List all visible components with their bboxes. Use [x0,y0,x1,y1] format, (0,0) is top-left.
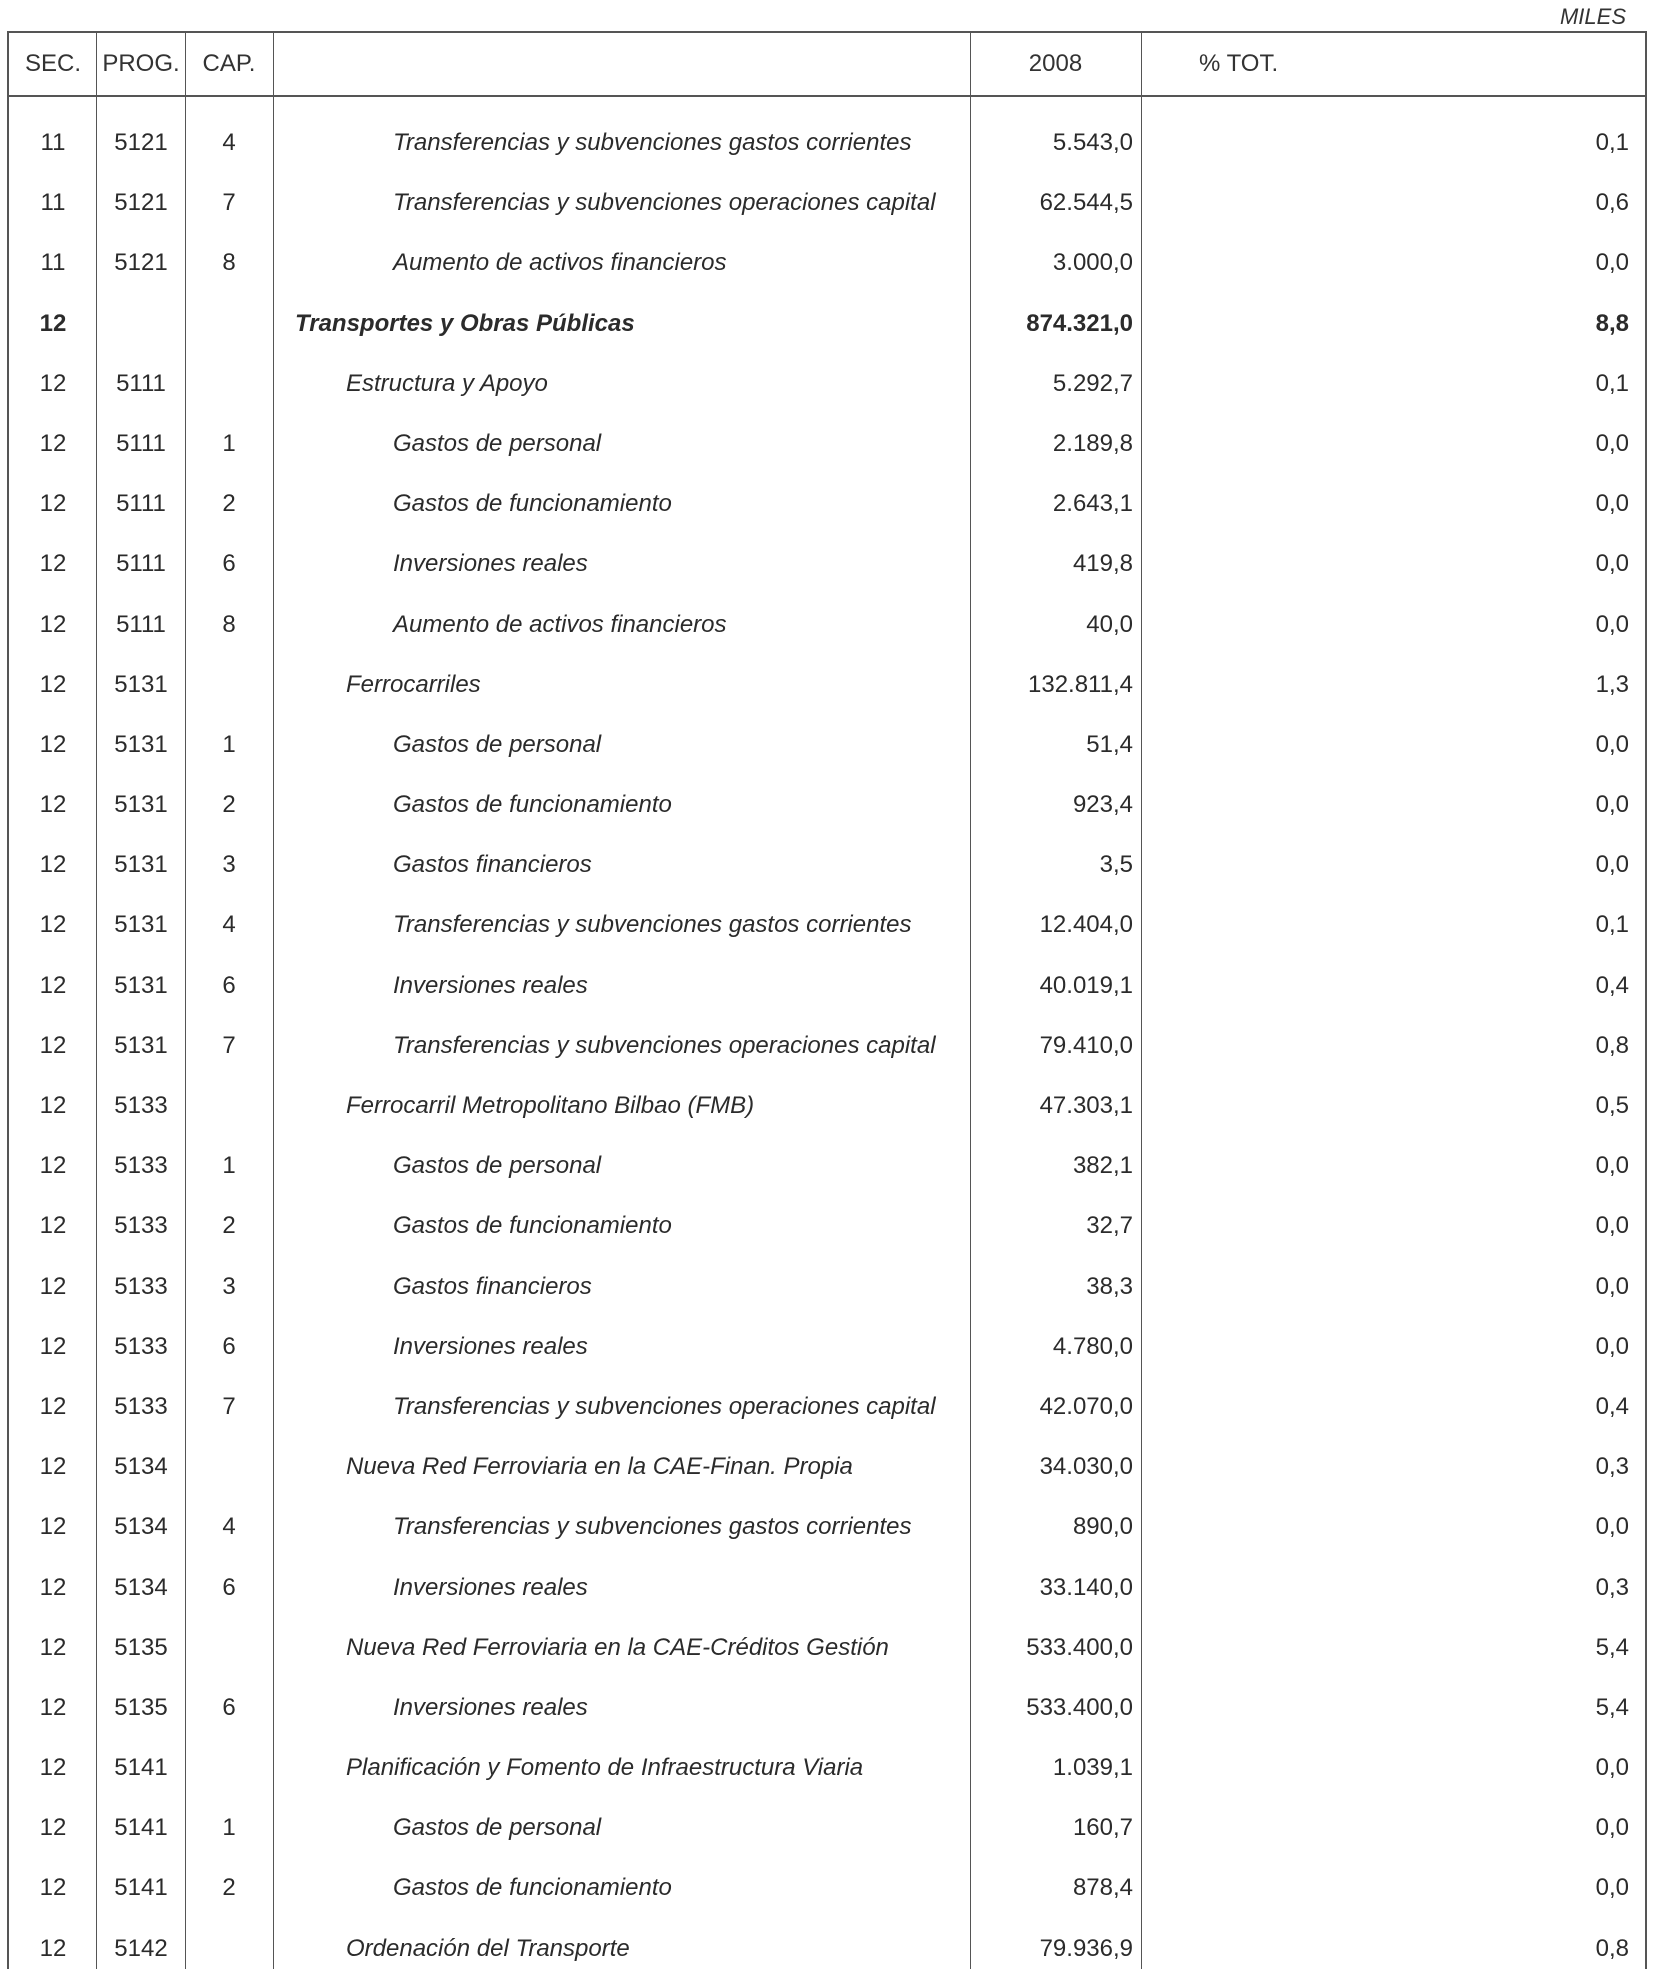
table-row [9,1377,1645,1437]
amount-cell: 160,7 [1072,1814,1133,1842]
amount-cell: 419,8 [1072,550,1133,578]
percent-cell: 0,1 [1595,369,1629,397]
percent-cell: 0,0 [1595,1814,1629,1842]
description-cell: Transferencias y subvenciones gastos corrientes [393,911,912,939]
table-row [9,1136,1645,1196]
cap-cell [185,1437,273,1497]
description-cell: Transportes y Obras Públicas [295,309,635,337]
prog-cell: 5121 [114,129,168,156]
cap-cell: 8 [222,249,236,277]
prog-cell: 5131 [114,730,168,758]
description-cell: Gastos de personal [393,730,602,758]
description-cell: Gastos de personal [393,1814,602,1842]
table-row [9,1437,1645,1497]
amount-cell: 79.410,0 [1039,1031,1133,1059]
amount-cell: 1.039,1 [1052,1754,1133,1782]
prog-cell: 5141 [114,1874,168,1902]
amount-cell: 3,5 [1099,851,1133,879]
prog-cell: 5131 [114,1031,168,1059]
description-cell: Gastos financieros [393,851,592,879]
sec-cell: 12 [39,1754,67,1782]
table-body [9,113,1645,1979]
amount-cell: 47.303,1 [1039,1092,1133,1119]
amount-cell: 79.936,9 [1039,1934,1133,1962]
cap-cell: 6 [222,971,236,999]
prog-cell: 5135 [114,1633,168,1661]
table-row [9,835,1645,895]
table-row [9,655,1645,715]
sec-cell: 12 [39,911,67,939]
amount-cell: 874.321,0 [1026,309,1133,337]
cap-cell: 4 [222,1513,236,1541]
amount-cell: 51,4 [1086,730,1133,758]
table-row [9,1016,1645,1076]
sec-cell: 12 [39,1152,67,1180]
budget-table [7,31,1647,1969]
prog-cell: 5131 [114,851,168,879]
sec-cell: 12 [39,1934,67,1962]
table-row [9,715,1645,775]
table-row [9,956,1645,1016]
prog-cell: 5135 [114,1693,168,1721]
sec-cell: 12 [39,1573,67,1601]
prog-cell: 5111 [116,429,166,457]
percent-cell: 0,0 [1595,1874,1629,1902]
cap-cell: 1 [222,1152,236,1180]
header-sec: SEC. [24,50,81,77]
table-row [9,474,1645,534]
table-row [9,1618,1645,1678]
header-description [273,33,970,95]
sec-cell: 12 [39,429,67,457]
prog-cell: 5133 [114,1212,168,1240]
description-cell: Aumento de activos financieros [393,610,727,638]
description-cell: Gastos de funcionamiento [393,490,672,518]
percent-cell: 0,0 [1595,791,1629,819]
sec-cell: 12 [39,369,67,397]
percent-cell: 0,6 [1595,189,1629,217]
description-cell: Estructura y Apoyo [346,369,548,397]
prog-cell: 5131 [114,670,168,698]
cap-cell: 2 [222,490,236,518]
cap-cell [185,655,273,715]
table-row [9,1497,1645,1557]
sec-cell: 12 [39,791,67,819]
sec-cell: 12 [39,971,67,999]
cap-cell: 1 [222,1814,236,1842]
amount-cell: 12.404,0 [1039,911,1133,939]
sec-cell: 12 [39,670,67,698]
table-row [9,775,1645,835]
table-row [9,534,1645,594]
prog-cell: 5133 [114,1152,168,1180]
amount-cell: 2.643,1 [1052,490,1133,518]
percent-cell: 8,8 [1595,309,1629,337]
sec-cell: 12 [39,490,67,518]
cap-cell: 1 [222,429,236,457]
description-cell: Ordenación del Transporte [346,1934,630,1962]
cap-cell: 2 [222,1212,236,1240]
cap-cell: 6 [222,1332,236,1360]
cap-cell [185,1618,273,1678]
cap-cell: 4 [222,911,236,939]
cap-cell: 2 [222,1874,236,1902]
amount-cell: 923,4 [1072,791,1133,819]
sec-cell: 12 [39,1332,67,1360]
table-row [9,895,1645,955]
cap-cell [185,354,273,414]
amount-cell: 40.019,1 [1039,971,1133,999]
header-divider [9,95,1645,97]
amount-cell: 32,7 [1086,1212,1133,1240]
table-row [9,1919,1645,1979]
prog-cell: 5111 [116,610,166,638]
percent-cell: 0,0 [1595,1754,1629,1782]
cap-cell: 7 [222,1031,236,1059]
description-cell: Gastos de funcionamiento [393,791,672,819]
prog-cell: 5133 [114,1092,168,1119]
amount-cell: 5.543,0 [1052,129,1133,156]
table-row [9,1798,1645,1858]
prog-cell: 5121 [114,249,168,277]
description-cell: Gastos de personal [393,1152,602,1180]
table-row [9,113,1645,173]
description-cell: Transferencias y subvenciones operaciones capital [393,189,936,217]
table-row [9,1076,1645,1136]
sec-cell: 12 [39,550,67,578]
table-row [9,294,1645,354]
amount-cell: 40,0 [1086,610,1133,638]
amount-cell: 132.811,4 [1028,670,1133,698]
percent-cell: 0,0 [1595,1332,1629,1360]
percent-cell: 0,8 [1595,1031,1629,1059]
description-cell: Gastos de funcionamiento [393,1874,672,1902]
cap-cell: 3 [222,851,236,879]
percent-cell: 0,1 [1595,129,1629,156]
cap-cell: 6 [222,1573,236,1601]
amount-cell: 4.780,0 [1052,1332,1133,1360]
cap-cell: 7 [222,1392,236,1420]
description-cell: Nueva Red Ferroviaria en la CAE-Créditos Gestión [346,1633,889,1661]
description-cell: Gastos financieros [393,1272,592,1300]
sec-cell: 12 [39,851,67,879]
table-row [9,1678,1645,1738]
unit-label: MILES [1559,4,1626,29]
amount-cell: 2.189,8 [1052,429,1133,457]
sec-cell: 12 [39,1814,67,1842]
sec-cell: 12 [39,1031,67,1059]
sec-cell: 12 [39,1272,67,1300]
percent-cell: 0,4 [1595,971,1629,999]
sec-cell: 11 [40,249,66,277]
cap-cell: 3 [222,1272,236,1300]
percent-cell: 0,0 [1595,730,1629,758]
description-cell: Transferencias y subvenciones operaciones capital [393,1392,936,1420]
sec-cell: 12 [39,1693,67,1721]
sec-cell: 12 [39,730,67,758]
percent-cell: 0,0 [1595,851,1629,879]
prog-cell: 5111 [116,550,166,578]
cap-cell: 1 [222,730,236,758]
header-year: 2008 [1028,50,1083,77]
description-cell: Inversiones reales [393,1573,588,1601]
table-row [9,1196,1645,1256]
cap-cell: 8 [222,610,236,638]
prog-cell: 5131 [114,791,168,819]
percent-cell: 0,3 [1595,1453,1629,1481]
cap-cell: 4 [222,129,236,156]
percent-cell: 0,0 [1595,249,1629,277]
prog-cell: 5131 [114,971,168,999]
amount-cell: 878,4 [1072,1874,1133,1902]
amount-cell: 533.400,0 [1026,1693,1133,1721]
description-cell: Transferencias y subvenciones gastos corrientes [393,129,912,156]
amount-cell: 33.140,0 [1039,1573,1133,1601]
description-cell: Aumento de activos financieros [393,249,727,277]
prog-cell: 5134 [114,1513,168,1541]
prog-cell: 5111 [116,369,166,397]
amount-cell: 38,3 [1086,1272,1133,1300]
prog-cell: 5131 [114,911,168,939]
header-cap: CAP. [202,50,256,77]
prog-cell: 5134 [114,1453,168,1481]
description-cell: Transferencias y subvenciones gastos corrientes [393,1513,912,1541]
prog-cell: 5133 [114,1332,168,1360]
sec-cell: 12 [39,1392,67,1420]
description-cell: Ferrocarril Metropolitano Bilbao (FMB) [346,1092,755,1119]
sec-cell: 12 [39,1212,67,1240]
table-row [9,173,1645,233]
table-row [9,233,1645,293]
sec-cell: 11 [40,189,66,217]
header-prog: PROG. [102,50,180,77]
amount-cell: 62.544,5 [1039,189,1133,217]
percent-cell: 0,0 [1595,550,1629,578]
prog-cell: 5121 [114,189,168,217]
amount-cell: 5.292,7 [1052,369,1133,397]
amount-cell: 42.070,0 [1039,1392,1133,1420]
description-cell: Inversiones reales [393,1332,588,1360]
amount-cell: 382,1 [1072,1152,1133,1180]
sec-cell: 12 [39,1513,67,1541]
description-cell: Gastos de personal [393,429,602,457]
percent-cell: 0,0 [1595,1513,1629,1541]
amount-cell: 3.000,0 [1052,249,1133,277]
sec-cell: 12 [39,610,67,638]
percent-cell: 5,4 [1595,1693,1629,1721]
description-cell: Ferrocarriles [346,670,481,698]
description-cell: Nueva Red Ferroviaria en la CAE-Finan. Propia [346,1453,853,1481]
prog-cell: 5111 [116,490,166,518]
header-pct: % TOT. [1199,50,1279,77]
description-cell: Inversiones reales [393,971,588,999]
percent-cell: 0,3 [1595,1573,1629,1601]
cap-cell [185,1076,273,1136]
cap-cell: 7 [222,189,236,217]
sec-cell: 12 [39,1633,67,1661]
cap-cell [185,1919,273,1979]
percent-cell: 0,0 [1595,1152,1629,1180]
cap-cell [185,294,273,354]
percent-cell: 0,0 [1595,610,1629,638]
prog-cell: 5142 [114,1934,168,1962]
table-row [9,1858,1645,1918]
percent-cell: 0,0 [1595,429,1629,457]
amount-cell: 890,0 [1072,1513,1133,1541]
description-cell: Inversiones reales [393,550,588,578]
percent-cell: 5,4 [1595,1633,1629,1661]
percent-cell: 0,0 [1595,1272,1629,1300]
table-row [9,1558,1645,1618]
prog-cell: 5141 [114,1814,168,1842]
sec-cell: 12 [39,1453,67,1481]
table-row [9,354,1645,414]
sec-cell: 12 [39,1874,67,1902]
cap-cell: 6 [222,1693,236,1721]
prog-cell: 5133 [114,1272,168,1300]
amount-cell: 34.030,0 [1039,1453,1133,1481]
prog-cell: 5134 [114,1573,168,1601]
amount-cell: 533.400,0 [1026,1633,1133,1661]
cap-cell: 2 [222,791,236,819]
prog-cell: 5141 [114,1754,168,1782]
description-cell: Inversiones reales [393,1693,588,1721]
percent-cell: 0,0 [1595,490,1629,518]
table-row [9,1738,1645,1798]
percent-cell: 0,5 [1595,1092,1629,1119]
percent-cell: 1,3 [1595,670,1629,698]
sec-cell: 12 [39,309,67,337]
description-cell: Planificación y Fomento de Infraestructura Viaria [346,1754,864,1782]
cap-cell: 6 [222,550,236,578]
percent-cell: 0,1 [1595,911,1629,939]
table-row [9,1257,1645,1317]
table-row [9,414,1645,474]
prog-cell: 5133 [114,1392,168,1420]
sec-cell: 12 [39,1092,67,1119]
description-cell: Transferencias y subvenciones operaciones capital [393,1031,936,1059]
percent-cell: 0,8 [1595,1934,1629,1962]
sec-cell: 11 [40,129,66,156]
cap-cell [185,1738,273,1798]
table-row [9,1317,1645,1377]
table-row [9,595,1645,655]
percent-cell: 0,4 [1595,1392,1629,1420]
prog-cell [97,294,185,354]
percent-cell: 0,0 [1595,1212,1629,1240]
description-cell: Gastos de funcionamiento [393,1212,672,1240]
